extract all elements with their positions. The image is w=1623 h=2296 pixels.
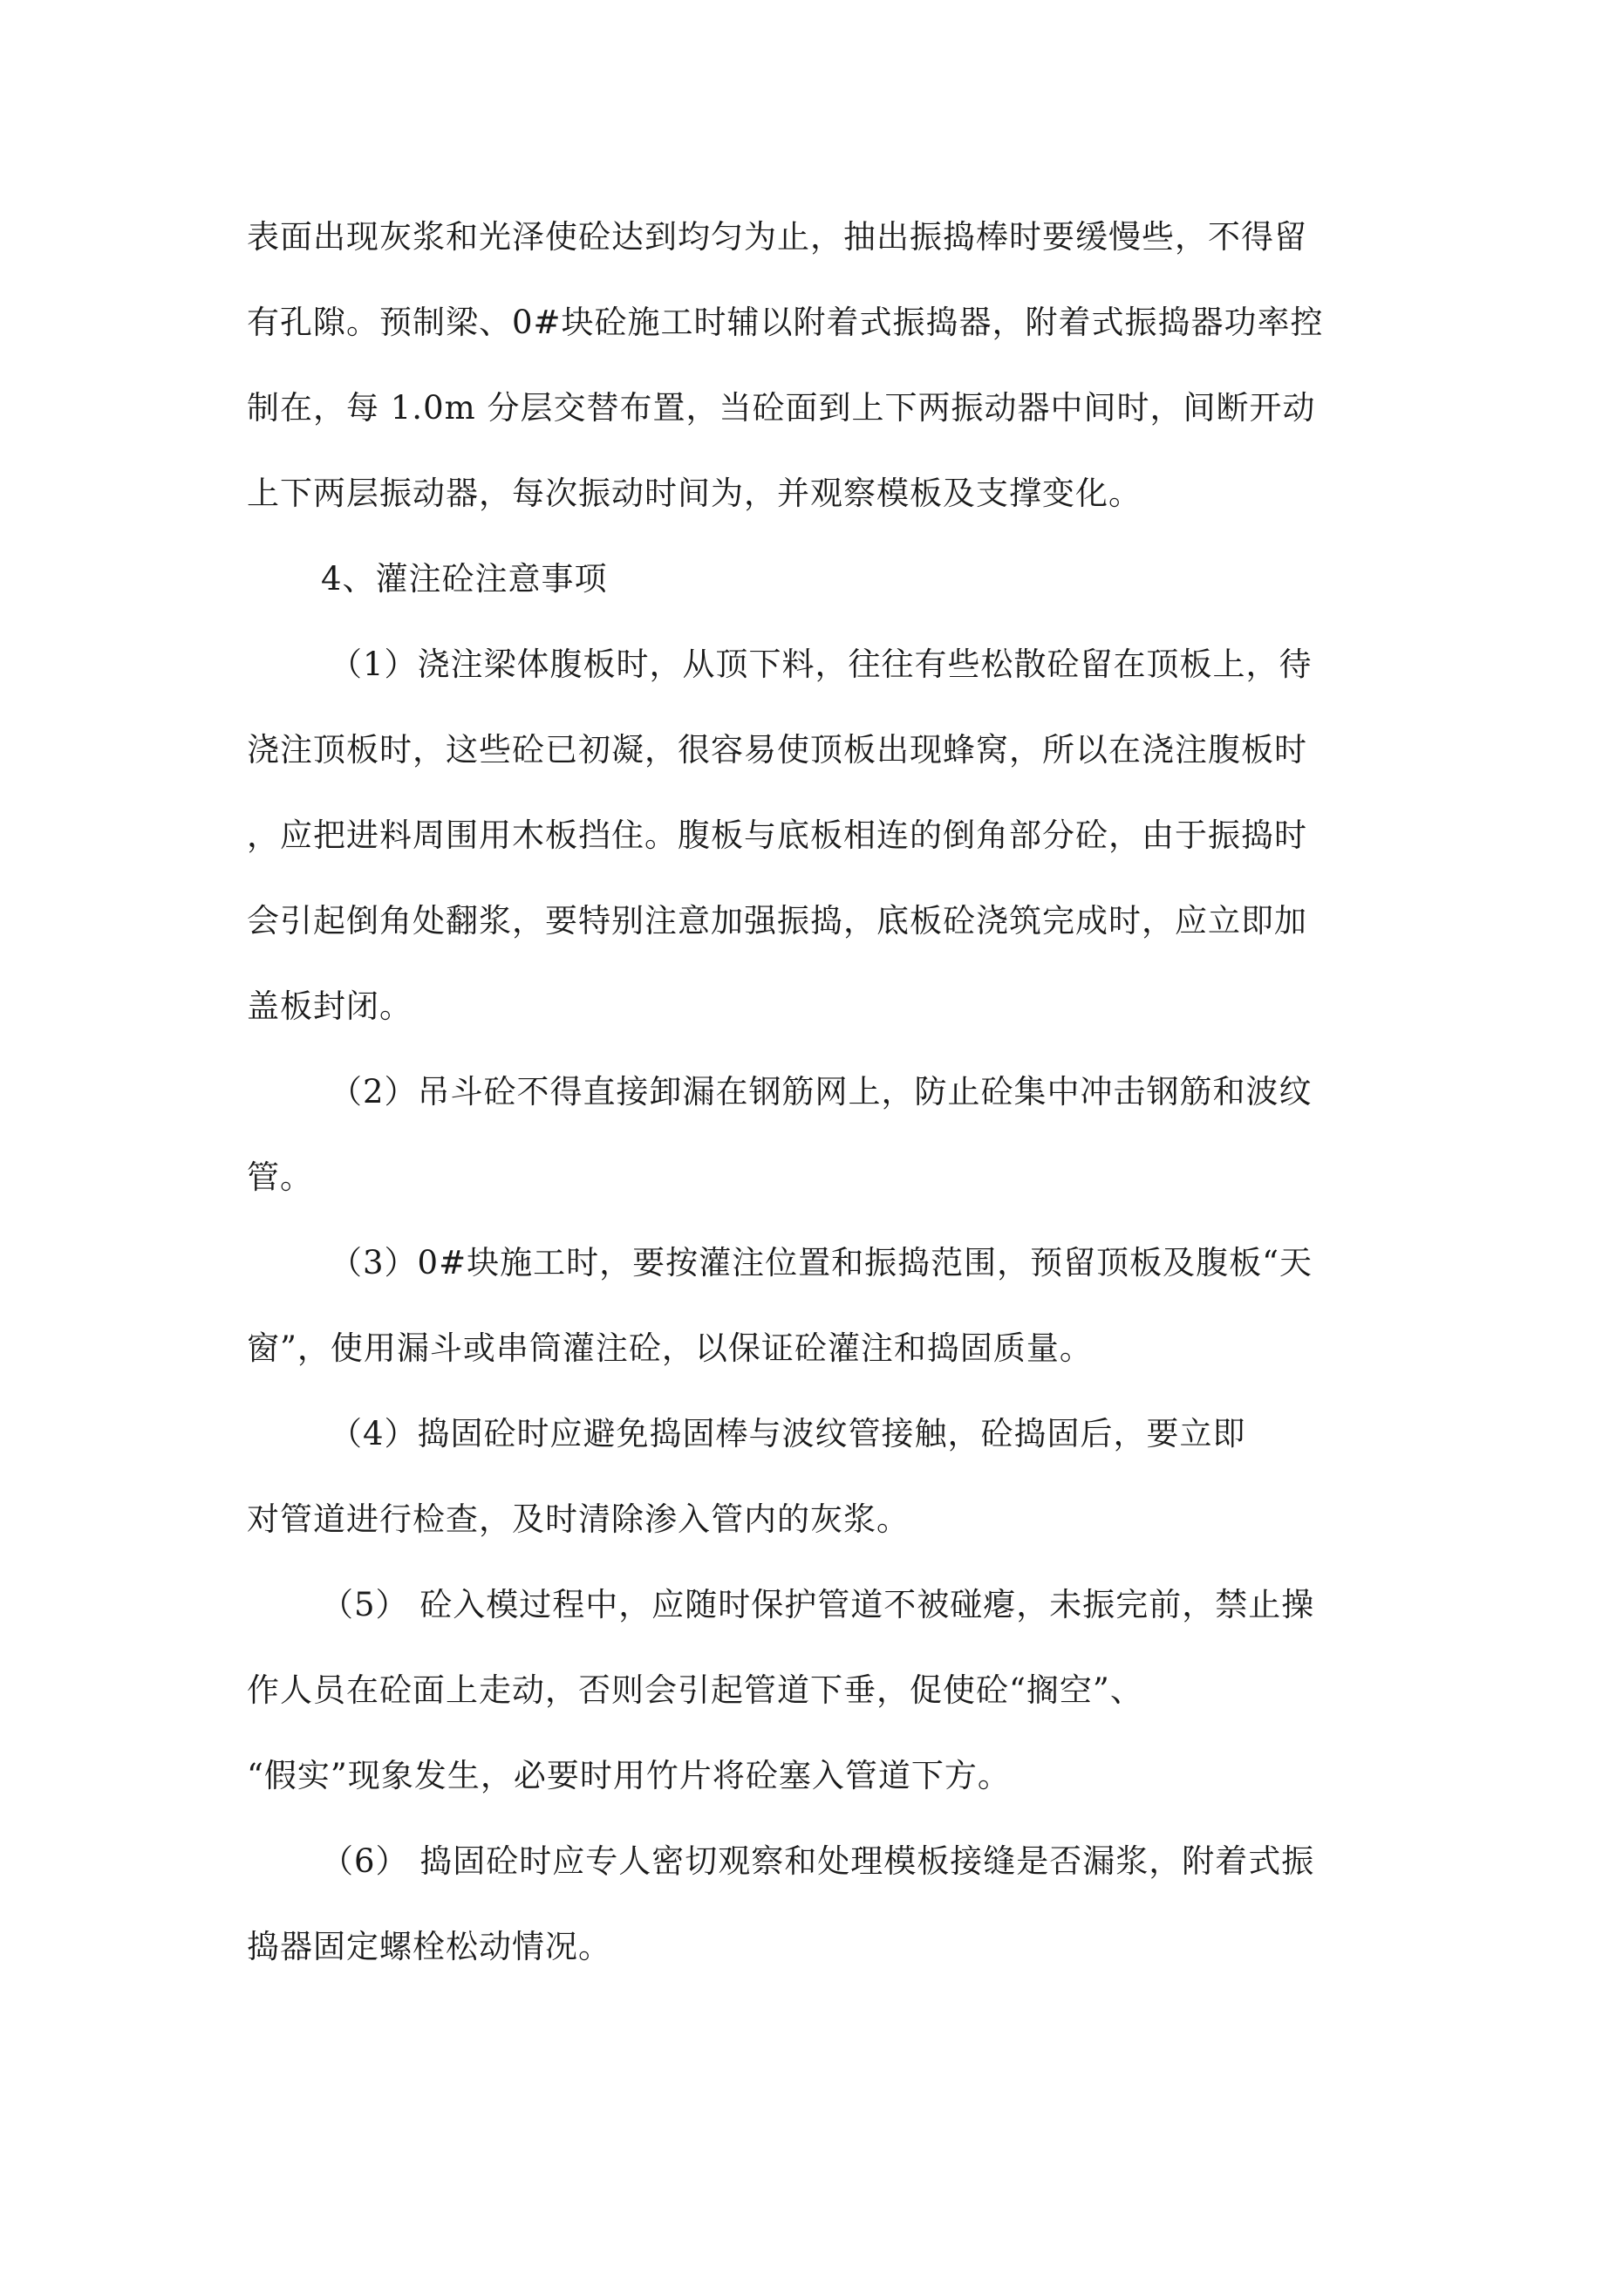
body-line: （2）吊斗砼不得直接卸漏在钢筋网上，防止砼集中冲击钢筋和波纹 — [330, 1073, 1313, 1110]
body-line: （6） 捣固砼时应专人密切观察和处理模板接缝是否漏浆，附着式振 — [321, 1842, 1315, 1880]
body-line: （3）0#块施工时，要按灌注位置和振捣范围，预留顶板及腹板“天 — [330, 1244, 1313, 1281]
body-line: 捣器固定螺栓松动情况。 — [247, 1928, 611, 1965]
body-line: 会引起倒角处翻浆，要特别注意加强振捣，底板砼浇筑完成时，应立即加 — [247, 902, 1307, 940]
body-line: 制在，每 1.0m 分层交替布置，当砼面到上下两振动器中间时，间断开动 — [247, 389, 1316, 427]
body-line: （1）浇注梁体腹板时，从顶下料，往往有些松散砼留在顶板上，待 — [330, 646, 1313, 683]
body-line: （5） 砼入模过程中，应随时保护管道不被碰瘪，未振完前，禁止操 — [321, 1586, 1315, 1623]
body-line: 表面出现灰浆和光泽使砼达到均匀为止，抽出振捣棒时要缓慢些，不得留 — [247, 218, 1307, 256]
body-line: 上下两层振动器，每次振动时间为，并观察模板及支撑变化。 — [247, 475, 1142, 512]
body-line: 作人员在砼面上走动，否则会引起管道下垂，促使砼“搁空”、 — [247, 1671, 1143, 1709]
body-line: 浇注顶板时，这些砼已初凝，很容易使顶板出现蜂窝，所以在浇注腹板时 — [247, 731, 1307, 769]
body-line: 对管道进行检查，及时清除渗入管内的灰浆。 — [247, 1500, 910, 1538]
body-line: 窗”，使用漏斗或串筒灌注砼，以保证砼灌注和捣固质量。 — [247, 1329, 1093, 1367]
body-line: 管。 — [247, 1158, 313, 1196]
body-line: 盖板封闭。 — [247, 987, 413, 1025]
body-line: 有孔隙。预制梁、0#块砼施工时辅以附着式振捣器，附着式振捣器功率控 — [247, 304, 1324, 341]
body-line: ，应把进料周围用木板挡住。腹板与底板相连的倒角部分砼，由于振捣时 — [247, 817, 1307, 854]
section-heading: 4、灌注砼注意事项 — [321, 560, 608, 598]
body-line: （4）捣固砼时应避免捣固棒与波纹管接触，砼捣固后，要立即 — [330, 1415, 1246, 1452]
body-line: “假实”现象发生，必要时用竹片将砼塞入管道下方。 — [247, 1757, 1011, 1794]
